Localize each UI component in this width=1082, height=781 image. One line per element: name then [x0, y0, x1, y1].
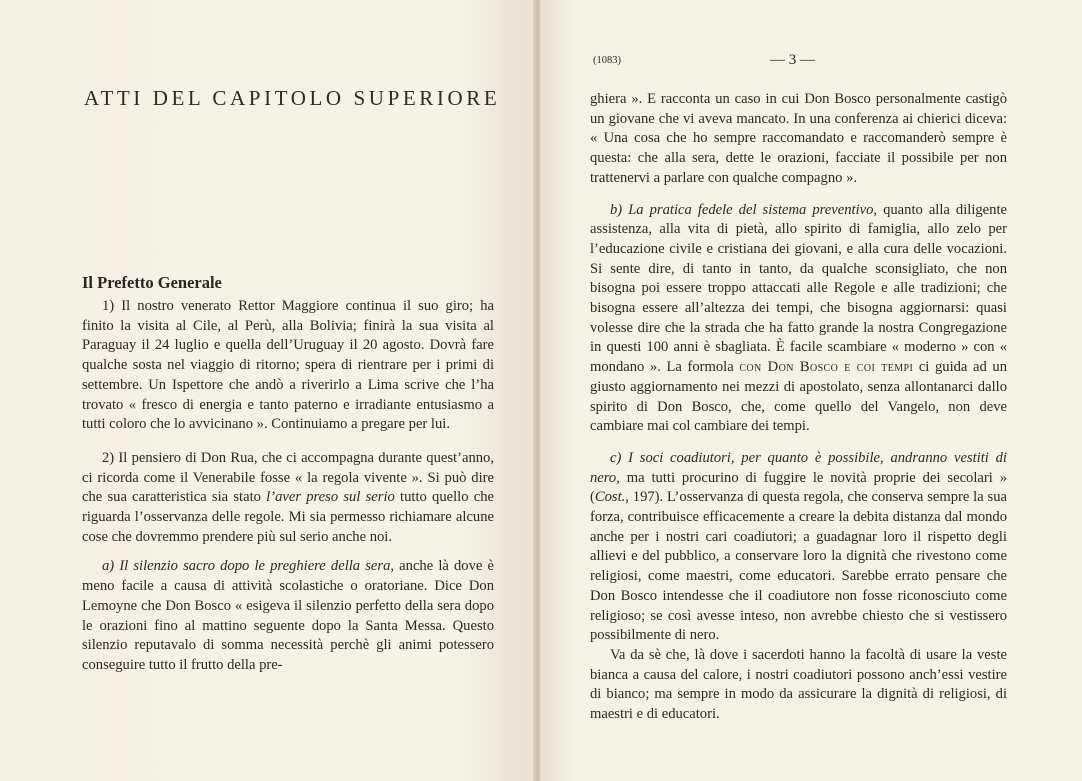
pb-smallcaps: con Don Bosco e coi tempi [739, 359, 914, 376]
pc-cost: Cost. [594, 489, 626, 506]
left-page [0, 0, 535, 781]
pc-text-a: ma tutti procurino di fuggire le novità proprie dei secolari » ( [590, 469, 1007, 506]
paragraph-continuation: ghiera ». E racconta un caso in cui Don Bosco personalmente castigò un giovane che vi aveva mancato. In una conferenza ai chierici diceva: « Una cosa che ho sempre raccomandato e raccomanderò sempre è questa: che alla sera, dette le orazioni, facciate il possibile per non trattenervi a parlare con qualche compagno ». [590, 91, 1007, 186]
paragraph-3 [82, 557, 494, 675]
pb-text-b: ci guida ad un giusto aggiornamento nei mezzi di apostolato, senza allontanarci dallo spirito di Don Bosco, che, come quello del Vangelo, non deve cambiare mai col cambiare dei tempi. [590, 359, 1007, 435]
pc-text-b: , 197). L’osservanza di questa regola, che conserva sempre la sua forza, contribuisce efficacemente a creare la debita distanza dal mondo anche per i nostri cari coadiutori; a guadagnar loro il rispetto degli allievi e del pubblico, a conservare loro la dignità che rivestono come religiosi, come maestri, come educatori. Sarebbe errato pensare che Don Bosco intendesse che il coadiutore non fosse riconosciuto come religioso; se così avesse inteso, non avrebbe chiesto che si vestissero possibilmente di nero. [590, 489, 1007, 644]
pb-label: b) [610, 201, 629, 218]
pc-label: c) [610, 449, 629, 466]
p2-text-b: tutto quello che riguarda l’osservanza delle regole. Mi sia permesso richiamare alcune cose che dovremmo prendere più sul serio anche noi. [82, 489, 494, 545]
pb-text-a: quanto alla diligente assistenza, alla vita di pietà, allo spirito di famiglia, allo zelo per l’educazione civile e cristiana dei giovani, e alla cura delle vocazioni. Si sente dire, di tanto in tanto, da qualche sconsigliato, che non bisogna poi essere troppo attaccati alle Regole e alle tradizioni; che bisogna essere all’altezza dei tempi, che bisogna aggiornarsi: quasi volesse dire che la strada che ha fatto grande la nostra Congregazione in questi 100 anni è sbagliata. È facile scambiare « moderno » con « mondano ». La formola [590, 201, 1007, 376]
page-title: ATTI DEL CAPITOLO SUPERIORE [84, 86, 501, 110]
section-heading: Il Prefetto Generale [82, 273, 222, 292]
paragraph-b [590, 201, 1007, 437]
left-column [82, 297, 494, 676]
page-number: — 3 — [770, 52, 815, 68]
paragraph-d: Va da sè che, là dove i sacerdoti hanno la facoltà di usare la veste bianca a causa del calore, i nostri coadiutori possono anch’essi vestire di bianco; ma sempre in modo da assicurare la dignità di religiosi, di maestri e di educatori. [590, 646, 1007, 723]
paragraph-c [590, 449, 1007, 646]
p3-text: anche là dove è meno facile a causa di attività scolastiche o oratoriane. Dice Don Lemoyne che Don Bosco « esigeva il silenzio perfetto della sera dopo le orazioni fino al mattino seguente dopo la Santa Messa. Questo silenzio reputavalo di somma necessità perchè gli animi potessero conseguire tutto il frutto della pre- [82, 558, 494, 673]
paragraph-2 [82, 449, 494, 548]
p2-italic: l’aver preso sul serio [266, 489, 395, 506]
right-column [590, 90, 1007, 725]
p2-text-a: 2) Il pensiero di Don Rua, che ci accompagna durante quest’anno, ci ricorda come il Venerabile fosse « la regola vivente ». Si può dire che sua caratteristica sia stato [82, 449, 494, 506]
pc-italic: I soci coadiutori, per quanto è possibile, andranno vestiti di nero, [590, 449, 1007, 486]
page-code: (1083) [593, 55, 621, 66]
pb-italic: La pratica fedele del sistema preventivo, [628, 201, 878, 218]
p3-label: a) [102, 558, 120, 575]
paragraph-1: 1) Il nostro venerato Rettor Maggiore continua il suo giro; ha finito la visita al Cile, al Perù, alla Bolivia; finirà la sua visita al Paraguay il 24 luglio e quella dell’Uruguay il 20 agosto. Dovrà fare qualche sosta nel viaggio di ritorno; spera di rientrare per i primi di settembre. Un Ispettore che andò a riverirlo a Lima scrive che l’ha trovato « fresco di energia e tanto paterno e irradiante entusiasmo a tutti coloro che lo avvicinano ». Continuiamo a pregare per lui. [82, 298, 494, 433]
p3-italic: Il silenzio sacro dopo le preghiere della sera, [119, 558, 395, 575]
